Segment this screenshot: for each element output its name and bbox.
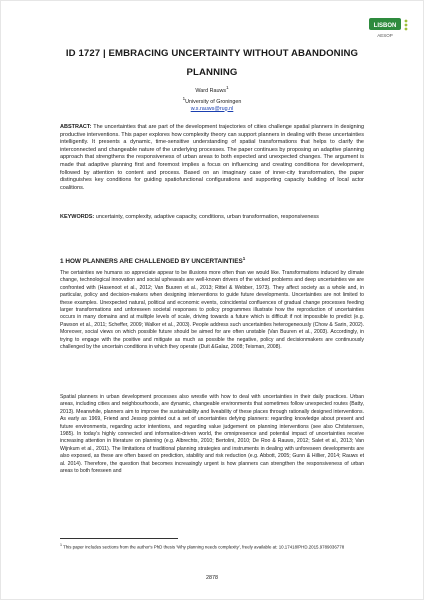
abstract-label: ABSTRACT:: [60, 124, 92, 130]
author-block: [40, 84, 384, 113]
conference-logo: [366, 12, 412, 42]
logo-text: LISBON: [373, 23, 397, 29]
body-paragraph-2: Spatial planners in urban development processes also wrestle with how to deal with uncertainties in their daily practices. Urban areas, including cities and neighbourhoods, are dynamic, changeable environments that sometimes follow unexpected routes (Batty, 2013). Meanwhile, planners aim to improve the sustainability and liveability of these places through rationally designed interventions. As early as 1969, Friend and Jessop pointed out a set of uncertainties defying planners: regarding knowledge about present and future environments, regarding actor intentions, and regarding value judgement on planning interventions (see also Christensen, 1985). In today's highly connected and information-driven world, the omnipresence and potential impact of uncertainties receive increasing attention in literature on planning (e.g. Albrechts, 2010; Bertolini, 2010; De Roo & Rauws, 2012; Salet et al., 2013; Van Wijnkum et al., 2011). The limitations of traditional planning strategies and instruments in dealing with unforeseen developments are also exposed, as these are often based on prediction, stability and risk reduction (e.g. Abbott, 2005; Gunn & Hillier, 2014; Rauws et al. 2014). Therefore, the question that becomes increasingly urgent is how planners can strengthen the responsiveness of urban areas to both foreseen and: [60, 394, 364, 475]
footnote-marker: 1: [60, 543, 62, 547]
section-heading: [60, 254, 364, 266]
abstract: [60, 124, 364, 192]
paper-title: ID 1727 | EMBRACING UNCERTAINTY WITHOUT ABANDONING PLANNING: [65, 48, 359, 78]
author-email-link[interactable]: w.s.rauws@rug.nl: [190, 105, 234, 112]
footnote-divider: [60, 538, 178, 539]
page-number: 2878: [206, 575, 218, 581]
affiliation-marker-2: 1: [182, 95, 186, 101]
abstract-text: The uncertainties that are part of the development trajectories of cities challenge spatial planners in designing productive interventions. This paper explores how complexity theory can support planners in dealing with these uncertainties intelligently. It presents a dynamic, time-sensitive understanding of spatial transformations that helps to clarify the interconnected and changeable nature of the underlying processes. The paper continues by proposing an adaptive planning approach that strengthens the responsiveness of urban areas to both expected and unexpected changes. The argument is made that adaptive planning first and foremost implies a focus on influencing and creating conditions for development, followed by attention to content and process. Based on an imaginary case of inner-city transformation, the paper distinguishes key conditions for guiding spatiofunctional configurations and supporting capacity building of local actor coalitions.: [60, 124, 364, 191]
body-paragraph-1: The certainties we humans so appreciate appear to be illusions more often than we would like. Transformations induced by climate change, technological innovation and social upheavals are well-known drivers of the wicked problems and deep uncertainties we are confronted with (Hasenoot et al., 2012; Van Buuren et al., 2013; Rittel & Webber, 1973). They affect society as a whole and, in particular, policy and decision-makers when designing interventions to guide future developments. Uncertainties are not limited to these examples. Unexpected natural, political and economic events, coincidental confluences of gradual change processes feeding larger transformations and unforeseen societal responses to policy programmes illustrate how the reproduction of uncertainties occurs in many domains and at multiple levels of scale, driving towards a future which is difficult if not impossible to predict (e.g. Pawson et al., 2011; Scheffer, 2009; Walker et al., 2003). People address such uncertainties heterogeneously (Chow & Sarin, 2002). Moreover, social views on which possible future should be aimed for are often unstable (Van Buuren et al., 2003). Accordingly, in trying to engage with the positive and mitigate as much as possible the negative, policy and decisionmakers are continuously challenged by the uncertain conditions in which they operate (Duit &Galaz, 2008; Teisman, 2008).: [60, 270, 364, 351]
footnote-text: This paper includes sections from the author's PhD thesis 'Why planning needs complexity', freely available at: 10.17418/PHD.2015.9789036778: [63, 544, 345, 550]
section-footnote-marker[interactable]: 1: [242, 256, 246, 261]
footnote: [60, 542, 364, 551]
keywords: [60, 214, 364, 222]
affiliation-marker: 1: [226, 85, 229, 90]
logo-subtext: AESOP: [377, 33, 393, 38]
keywords-text: uncertainty, complexity, adaptive capacity, conditions, urban transformation, responsiveness: [95, 214, 319, 220]
keywords-label: KEYWORDS:: [60, 214, 95, 220]
section-heading-text: 1 HOW PLANNERS ARE CHALLENGED BY UNCERTAINTIES: [60, 258, 243, 266]
author-name: Ward Rauws: [195, 87, 227, 94]
author-affiliation: University of Groningen: [185, 98, 242, 105]
